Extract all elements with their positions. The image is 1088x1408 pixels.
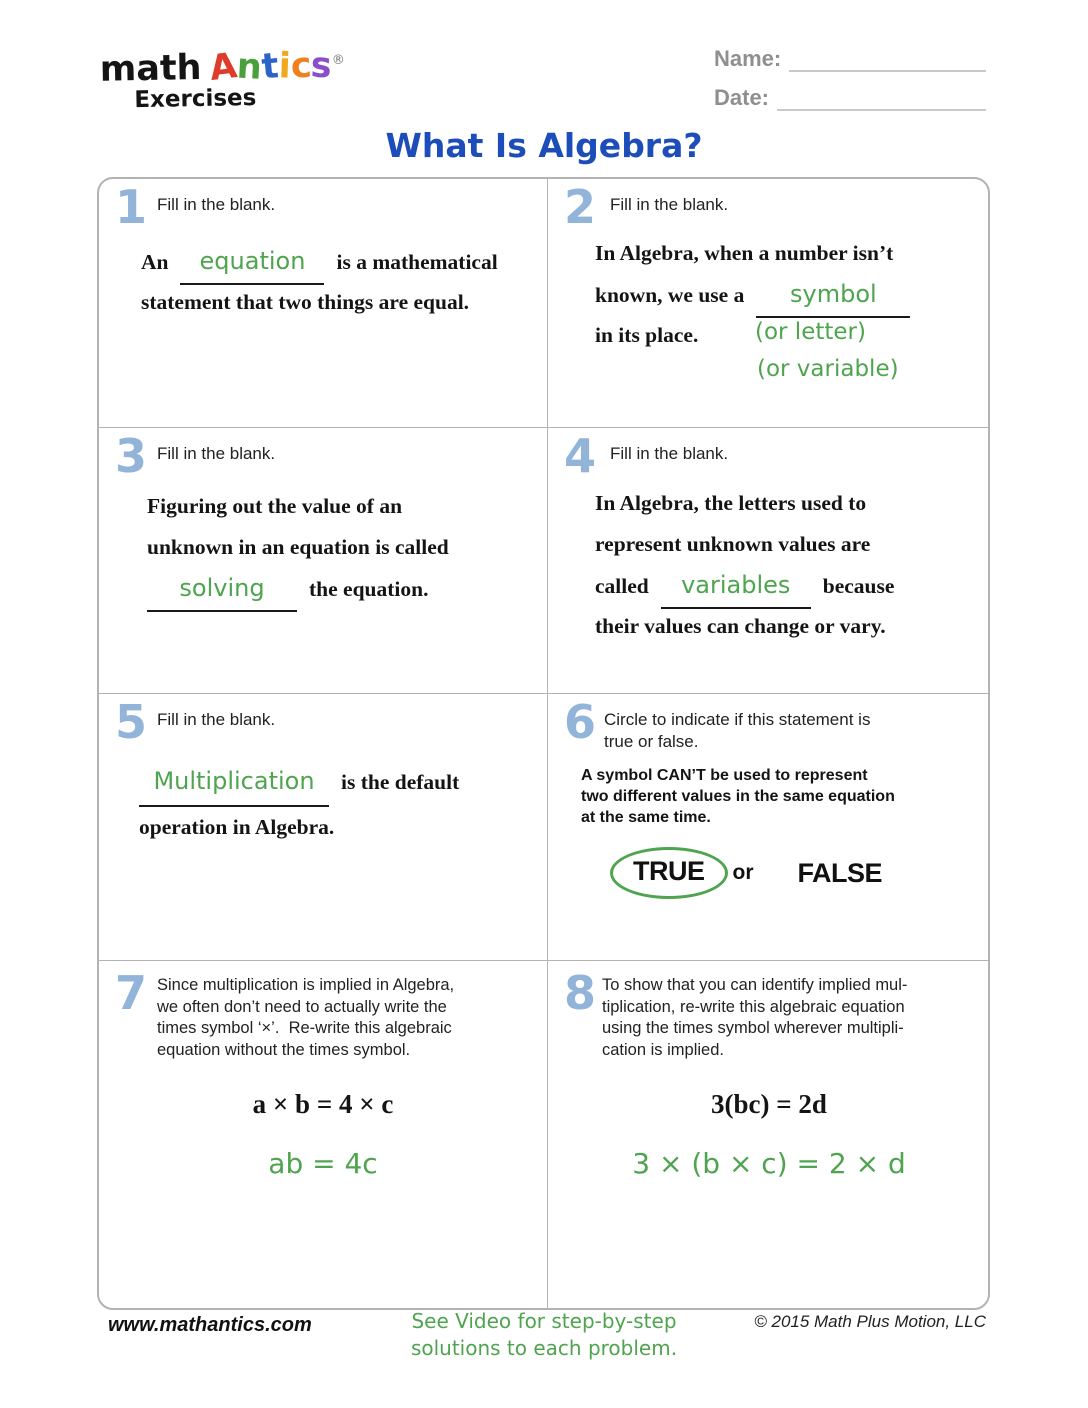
- question-4: [547, 427, 990, 693]
- answer-blank: [139, 758, 329, 807]
- questions-grid: [97, 177, 990, 1310]
- question-number: 3: [115, 429, 148, 483]
- logo-letter: n: [235, 46, 263, 88]
- false-option: FALSE: [797, 857, 883, 888]
- question-7: [99, 960, 547, 1310]
- text-line: unknown in an equation is called: [147, 535, 449, 559]
- website-url: www.mathantics.com: [108, 1314, 312, 1336]
- logo-letter: A: [207, 46, 239, 90]
- answer-blank: [661, 565, 811, 609]
- text-after-blank: the equation.: [309, 577, 429, 601]
- equation-text: a × b = 4 × c: [252, 1089, 394, 1119]
- answer-blank: [756, 274, 910, 318]
- statement-text: A symbol CAN’T be used to represent two different values in the same equation at the same time.: [581, 767, 895, 826]
- date-write-line: [777, 85, 986, 111]
- question-8: [547, 960, 990, 1310]
- equation-text: 3(bc) = 2d: [711, 1089, 827, 1119]
- question-instruction: Fill in the blank.: [610, 444, 729, 463]
- question-text: [141, 241, 498, 323]
- text-before-blank: known, we use a: [595, 283, 745, 307]
- question-number: 4: [564, 429, 597, 483]
- question-instruction: Since multiplication is implied in Algebra, we often don’t need to actually write the times symbol ‘×’. Re-write this algebraic equation without the times symbol.: [157, 976, 455, 1059]
- text-before-blank: An: [141, 250, 169, 274]
- logo-letter: t: [259, 46, 280, 88]
- text-line: Figuring out the value of an: [147, 494, 403, 518]
- text-line: statement that two things are equal.: [141, 290, 470, 314]
- question-number: 5: [115, 695, 148, 749]
- question-number: 8: [564, 966, 597, 1020]
- question-instruction: To show that you can identify implied mul- tiplication, re-write this algebraic equation using the times symbol wherever multipli- cation is implied.: [602, 976, 908, 1059]
- logo-letter: c: [288, 45, 313, 87]
- question-2: [547, 179, 990, 427]
- mathantics-logo: [99, 45, 345, 114]
- question-text: [147, 486, 449, 609]
- copyright: © 2015 Math Plus Motion, LLC: [754, 1312, 986, 1331]
- logo-wordmark: [99, 45, 345, 90]
- answer-text: Multiplication: [153, 767, 315, 795]
- question-text: [139, 758, 459, 850]
- see-video-note: See Video for step-by-step solutions to each problem.: [410, 1309, 678, 1360]
- question-instruction: Fill in the blank.: [157, 710, 276, 729]
- text-line: In Algebra, when a number isn’t: [595, 241, 894, 265]
- text-after-blank: is a mathematical: [336, 250, 498, 274]
- question-6: [547, 693, 990, 960]
- date-field: [714, 85, 986, 111]
- text-before-blank: called: [595, 574, 649, 598]
- text-line: In Algebra, the letters used to: [595, 491, 867, 515]
- name-date-block: [714, 46, 986, 124]
- registered-mark: ®: [331, 52, 345, 69]
- answer-text: symbol: [790, 280, 877, 308]
- text-line: their values can change or vary.: [595, 614, 886, 638]
- logo-letter: i: [277, 46, 291, 87]
- true-false-choices: [610, 847, 882, 899]
- text-after-blank: because: [822, 574, 895, 598]
- answer-blank: [180, 241, 324, 285]
- question-5: [99, 693, 547, 960]
- answer-circle: [610, 847, 728, 899]
- question-instruction: Fill in the blank.: [610, 195, 729, 214]
- question-instruction: Fill in the blank.: [157, 444, 276, 463]
- answer-text: equation: [199, 247, 306, 275]
- question-number: 7: [115, 966, 148, 1020]
- question-text: [595, 483, 894, 647]
- question-number: 6: [564, 695, 597, 749]
- name-label: Name:: [714, 46, 782, 71]
- answer-blank: [147, 568, 297, 612]
- or-label: or: [732, 861, 754, 884]
- logo-subtitle: Exercises: [134, 85, 257, 114]
- name-field: [714, 46, 986, 72]
- page-title: What Is Algebra?: [385, 126, 703, 165]
- question-instruction: Circle to indicate if this statement is true or false.: [604, 710, 871, 751]
- text-line: represent unknown values are: [595, 532, 871, 556]
- text-after-blank: is the default: [341, 770, 460, 794]
- answer-text: variables: [681, 571, 791, 599]
- question-number: 2: [564, 180, 597, 234]
- name-write-line: [789, 46, 986, 72]
- answer-text: solving: [179, 574, 265, 602]
- logo-letter: s: [309, 45, 333, 87]
- question-number: 1: [115, 180, 148, 234]
- text-line: in its place.: [595, 323, 699, 347]
- logo-math-word: math: [99, 47, 202, 90]
- date-label: Date:: [714, 85, 770, 110]
- answer-note: (or letter): [755, 319, 866, 345]
- true-option: TRUE: [633, 856, 705, 886]
- question-instruction: Fill in the blank.: [157, 195, 276, 214]
- question-1: [99, 179, 547, 427]
- question-3: [99, 427, 547, 693]
- answer-note: (or variable): [757, 356, 899, 382]
- answer-text: ab = 4c: [268, 1147, 378, 1180]
- answer-text: 3 × (b × c) = 2 × d: [632, 1147, 906, 1180]
- text-line: operation in Algebra.: [139, 815, 335, 839]
